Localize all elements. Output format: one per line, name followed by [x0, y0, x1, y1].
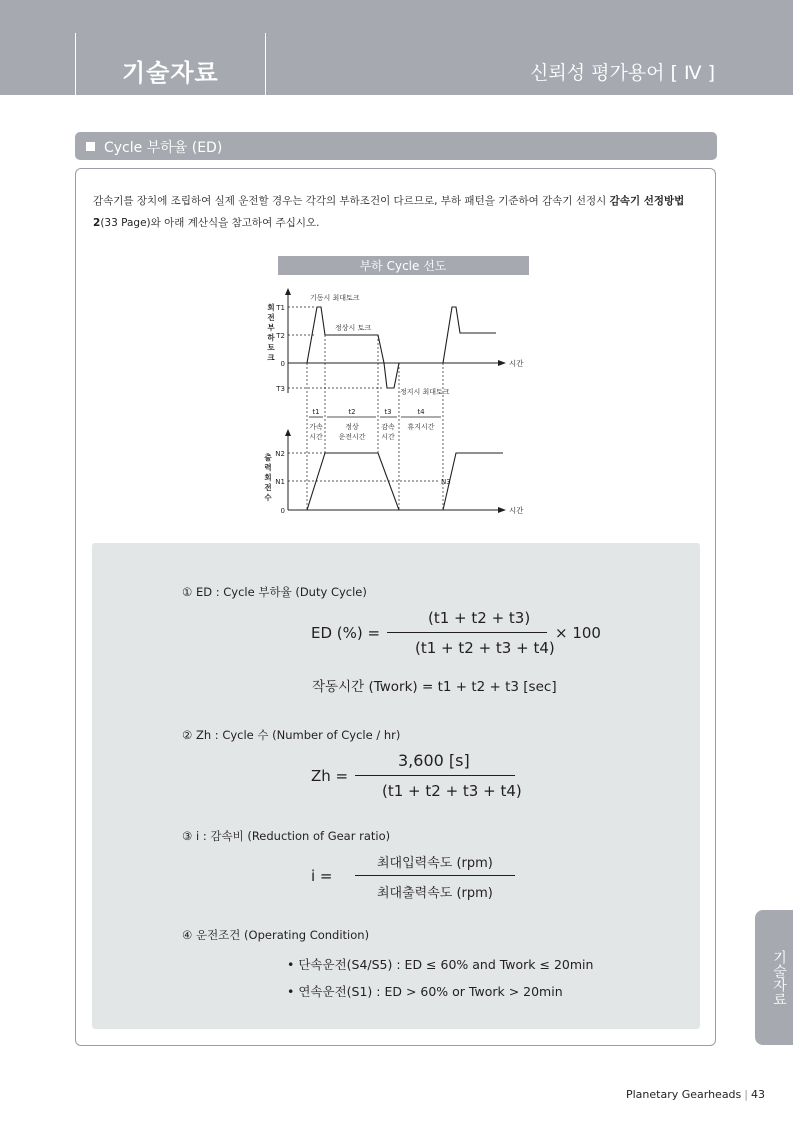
- ed-numerator: (t1 + t2 + t3): [428, 609, 531, 627]
- i-denominator: 최대출력속도 (rpm): [377, 886, 493, 901]
- page-number: 43: [751, 1088, 765, 1101]
- svg-text:토: 토: [267, 343, 275, 352]
- svg-text:크: 크: [267, 353, 275, 362]
- side-tab-label: 기술자료: [771, 950, 787, 1006]
- speed-x-arrow: [498, 507, 506, 513]
- zh-lhs: Zh =: [311, 767, 349, 785]
- label-accel-2: 시간: [309, 433, 323, 441]
- svg-text:부: 부: [267, 323, 275, 332]
- i-heading: ③ i : 감속비 (Reduction of Gear ratio): [182, 829, 391, 843]
- svg-text:수: 수: [264, 493, 272, 502]
- page-footer: [626, 1088, 765, 1101]
- label-t1: t1: [312, 408, 320, 416]
- op-intermittent: • 단속운전(S4/S5) : ED ≤ 60% and Twork ≤ 20min: [287, 957, 594, 972]
- ed-denominator: (t1 + t2 + t3 + t4): [415, 639, 555, 657]
- i-lhs: i =: [311, 867, 333, 885]
- torque-axis-label: [266, 302, 275, 362]
- intro-text-2: (33 Page)와 아래 계산식을 참고하여 주십시오.: [100, 217, 320, 229]
- label-steady-torque: 정상시 토크: [335, 324, 372, 332]
- zh-heading: ② Zh : Cycle 수 (Number of Cycle / hr): [182, 728, 401, 742]
- zh-fraction-bar: [355, 775, 515, 776]
- svg-text:출: 출: [264, 453, 272, 462]
- speed-time-label: 시간: [509, 506, 524, 515]
- ed-heading: ① ED : Cycle 부하율 (Duty Cycle): [182, 585, 367, 599]
- zh-numerator: 3,600 [s]: [398, 751, 470, 770]
- i-fraction-bar: [355, 875, 515, 876]
- load-cycle-diagram: [253, 255, 543, 520]
- label-zero-torque: 0: [280, 360, 285, 368]
- section-title: Cycle 부하율 (ED): [104, 140, 223, 156]
- section-title-bar: [75, 132, 717, 160]
- label-zero-speed: 0: [280, 507, 285, 515]
- label-N2: N2: [275, 450, 285, 458]
- ed-fraction-bar: [387, 632, 547, 633]
- label-T1: T1: [276, 304, 285, 312]
- label-N1: N1: [275, 478, 285, 486]
- speed-y-arrow: [285, 429, 291, 436]
- page-header: [0, 0, 793, 95]
- speed-axis-label: [264, 452, 272, 502]
- intro-text-1: 감속기를 장치에 조립하여 실제 운전할 경우는 각각의 부하조건이 다르므로, 부하 패턴을 기준하여 감속기 선정시: [93, 195, 610, 207]
- twork-formula: 작동시간 (Twork) = t1 + t2 + t3 [sec]: [312, 679, 557, 695]
- label-t2: t2: [348, 408, 356, 416]
- label-accel-1: 가속: [309, 423, 323, 431]
- svg-text:회: 회: [264, 473, 272, 482]
- label-steady-run-1: 정상: [345, 423, 359, 431]
- torque-profile-cycle-2: [443, 307, 496, 363]
- svg-text:력: 력: [264, 463, 272, 472]
- speed-profile-cycle-1: [307, 453, 399, 510]
- header-chapter-title: 신뢰성 평가용어 [ Ⅳ ]: [530, 62, 715, 84]
- torque-y-arrow: [285, 288, 291, 295]
- i-numerator: 최대입력속도 (rpm): [377, 856, 493, 871]
- header-divider-left: [75, 33, 76, 95]
- label-N3: N3: [441, 478, 451, 486]
- label-steady-run-2: 운전시간: [338, 433, 366, 441]
- label-decel-1: 감속: [381, 423, 395, 431]
- ed-multiplier: × 100: [555, 624, 601, 642]
- label-start-max-torque: 기동시 최대토크: [310, 294, 360, 302]
- label-T2: T2: [276, 332, 285, 340]
- intro-paragraph: [93, 190, 705, 234]
- intro-bold-ref: 감속기 선정방법2: [93, 195, 685, 229]
- footer-separator: |: [744, 1088, 748, 1101]
- label-decel-2: 시간: [381, 433, 395, 441]
- op-continuous: • 연속운전(S1) : ED > 60% or Twork > 20min: [287, 984, 563, 999]
- ed-lhs: ED (%) =: [311, 624, 381, 642]
- svg-text:전: 전: [264, 483, 272, 492]
- label-t3: t3: [384, 408, 392, 416]
- op-heading: ④ 운전조건 (Operating Condition): [182, 928, 370, 942]
- label-rest-time: 휴지시간: [407, 423, 435, 431]
- label-stop-max-torque: 정지시 최대토크: [400, 388, 450, 396]
- bullet-square-icon: [86, 142, 95, 151]
- torque-x-arrow: [498, 360, 506, 366]
- label-t4: t4: [417, 408, 425, 416]
- footer-brand: Planetary Gearheads: [625, 1088, 742, 1101]
- torque-time-label: 시간: [509, 359, 524, 368]
- svg-text:회: 회: [267, 303, 275, 312]
- torque-profile-cycle-1: [307, 307, 399, 388]
- header-section-label: 기술자료: [122, 59, 219, 87]
- zh-denominator: (t1 + t2 + t3 + t4): [382, 782, 522, 800]
- speed-profile-cycle-2: [443, 453, 503, 510]
- header-divider-right: [265, 33, 266, 95]
- svg-text:하: 하: [267, 333, 275, 342]
- svg-text:전: 전: [267, 313, 275, 322]
- diagram-title: 부하 Cycle 선도: [359, 259, 447, 273]
- label-T3: T3: [276, 385, 285, 393]
